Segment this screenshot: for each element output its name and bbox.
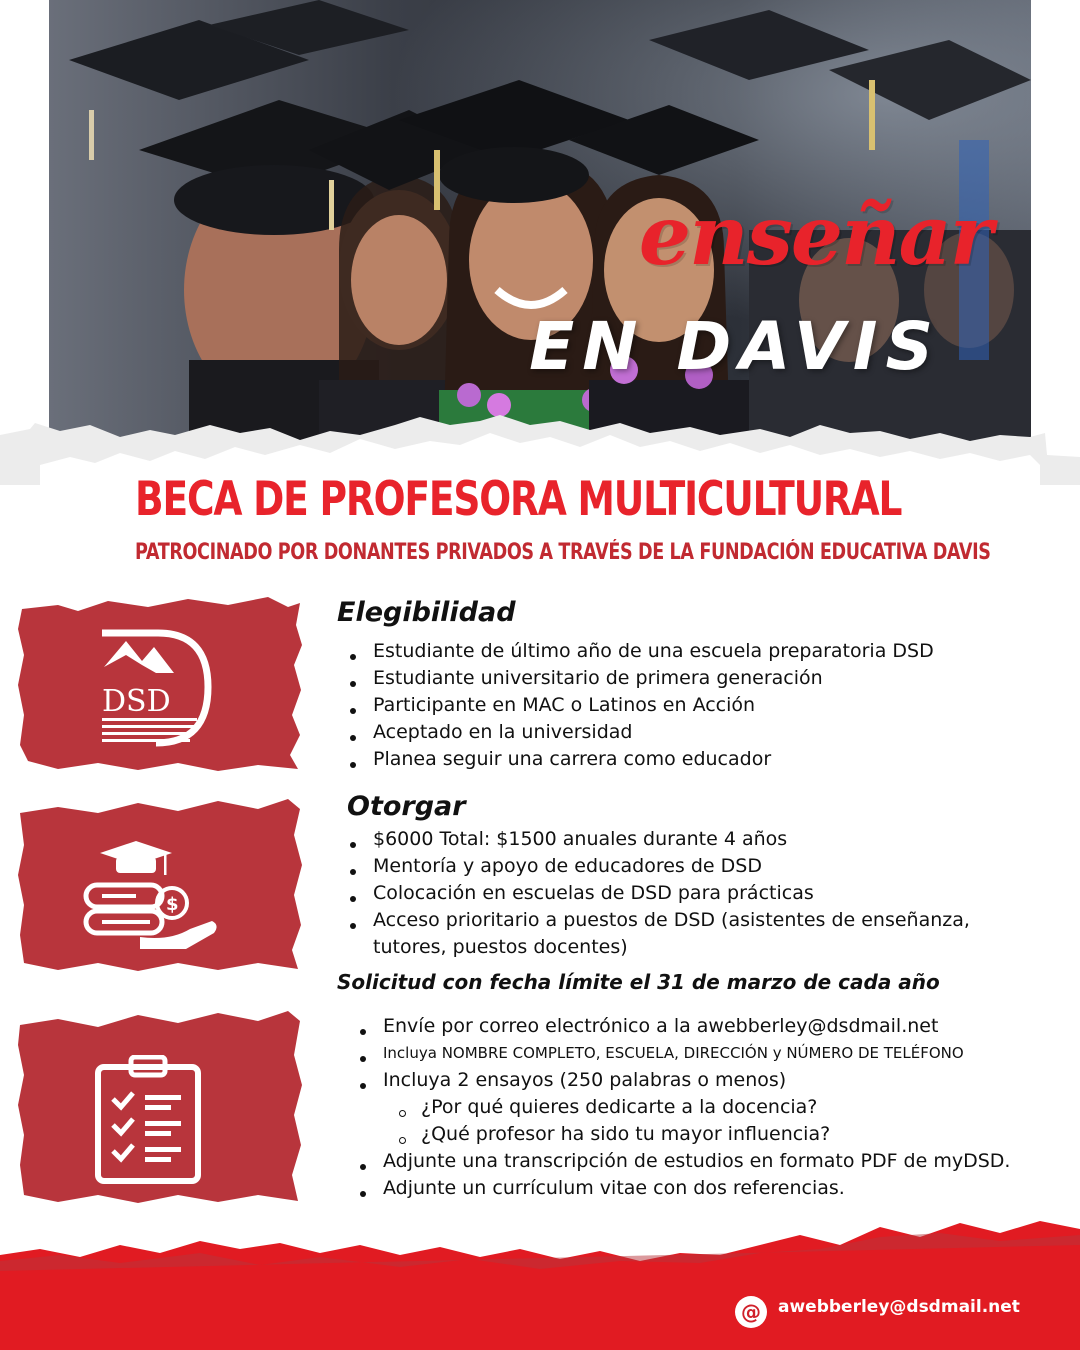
list-item: Participante en MAC o Latinos en Acción [337, 692, 934, 719]
at-sign-icon: @ [735, 1296, 767, 1328]
award-brush-panel [18, 795, 303, 973]
eligibility-list [337, 638, 934, 773]
dsd-brush-panel [18, 595, 303, 773]
eligibility-heading: Elegibilidad [337, 597, 516, 628]
list-item: Adjunte un currículum vitae con dos referencias. [347, 1175, 1010, 1202]
list-item: Incluya NOMBRE COMPLETO, ESCUELA, DIRECCIÓN y NÚMERO DE TELÉFONO [347, 1040, 1010, 1067]
footer-band [0, 1215, 1080, 1350]
list-item: Mentoría y apoyo de educadores de DSD [337, 853, 973, 880]
list-item: $6000 Total: $1500 anuales durante 4 años [337, 826, 973, 853]
list-item: Acceso prioritario a puestos de DSD (asistentes de enseñanza, tutores, puestos docentes) [337, 907, 973, 961]
list-item: Envíe por correo electrónico a la awebberley@dsdmail.net [347, 1013, 1010, 1040]
dsd-logo-text: DSD [102, 684, 171, 719]
list-item: Planea seguir una carrera como educador [337, 746, 934, 773]
list-item: Colocación en escuelas de DSD para prácticas [337, 880, 973, 907]
svg-text:$: $ [166, 894, 179, 915]
sub-list-item: ¿Qué profesor ha sido tu mayor influencia? [347, 1121, 1010, 1148]
award-list [337, 826, 973, 961]
list-item: Incluya 2 ensayos (250 palabras o menos) [347, 1067, 1010, 1094]
list-item: Adjunte una transcripción de estudios en formato PDF de myDSD. [347, 1148, 1010, 1175]
list-item: Aceptado en la universidad [337, 719, 934, 746]
hero-sub-text: EN DAVIS [529, 308, 941, 385]
award-heading: Otorgar [347, 791, 466, 822]
clipboard-checklist-icon [93, 1055, 203, 1185]
list-item: Estudiante universitario de primera generación [337, 665, 934, 692]
list-item: Estudiante de último año de una escuela preparatoria DSD [337, 638, 934, 665]
application-list [347, 1013, 1010, 1202]
hero-script-text: enseñar [638, 188, 991, 284]
page-subtitle: PATROCINADO POR DONANTES PRIVADOS A TRAVÉS DE LA FUNDACIÓN EDUCATIVA DAVIS [135, 540, 991, 565]
graduation-money-icon [80, 837, 220, 952]
page-title: BECA DE PROFESORA MULTICULTURAL [135, 472, 902, 527]
application-brush-panel [18, 1005, 303, 1205]
application-heading: Solicitud con fecha límite el 31 de marzo de cada año [337, 970, 940, 994]
dsd-logo-icon [96, 625, 221, 750]
footer-email-link[interactable]: awebberley@dsdmail.net [778, 1297, 1020, 1317]
sub-list-item: ¿Por qué quieres dedicarte a la docencia? [347, 1094, 1010, 1121]
